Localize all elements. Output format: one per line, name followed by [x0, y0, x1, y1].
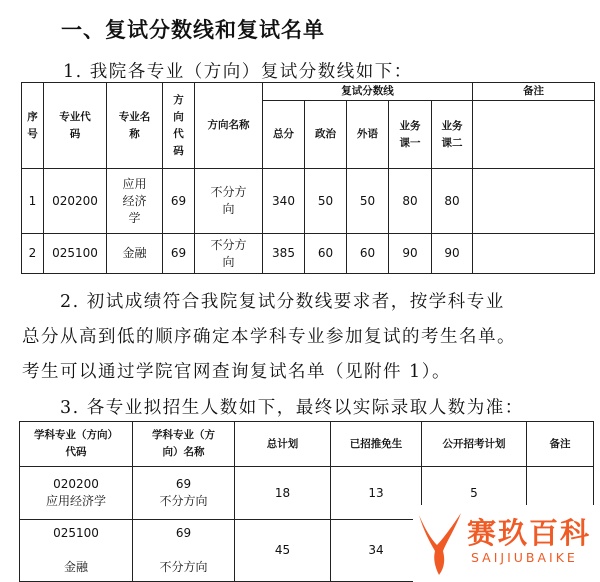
watermark-text-en: SAIJIUBAIKE	[471, 550, 578, 565]
cell-total: 340	[263, 169, 305, 234]
header-remark-blank	[473, 101, 595, 169]
cell-total: 385	[263, 234, 305, 274]
cell-major-code: 020200 应用经济学	[20, 467, 133, 520]
header-major-name: 专业名 称	[107, 83, 163, 169]
cell-direction-code: 69	[163, 169, 195, 234]
retest-score-table	[21, 82, 595, 274]
watermark-text-cn: 赛玖百科	[467, 516, 592, 550]
cell-remark	[473, 234, 595, 274]
cell-foreign: 50	[347, 169, 389, 234]
header-major-name: 学科专业（方 向）名称	[133, 422, 235, 467]
cell-exempt: 34	[331, 520, 422, 582]
cell-politics: 50	[305, 169, 347, 234]
header-direction-name: 方向名称	[195, 83, 263, 169]
header-exempt: 已招推免生	[331, 422, 422, 467]
table-row	[22, 234, 595, 274]
watermark-logo	[413, 505, 600, 582]
cell-direction-code: 69	[163, 234, 195, 274]
paragraph-3: 3. 各专业拟招生人数如下，最终以实际录取人数为准：	[60, 398, 524, 418]
table-row	[22, 169, 595, 234]
cell-politics: 60	[305, 234, 347, 274]
paragraph-1: 1. 我院各专业（方向）复试分数线如下：	[63, 62, 413, 82]
header-major-code: 专业代 码	[44, 83, 107, 169]
cell-course-2: 90	[432, 234, 473, 274]
fish-tail-icon	[415, 507, 465, 579]
cell-major-code: 020200	[44, 169, 107, 234]
cell-major-name: 应用 经济 学	[107, 169, 163, 234]
header-foreign: 外语	[347, 101, 389, 169]
cell-major-code: 025100	[44, 234, 107, 274]
cell-major-name: 69 不分方向	[133, 520, 235, 582]
cell-major-code: 025100 金融	[20, 520, 133, 582]
section-heading: 一、复试分数线和复试名单	[61, 18, 325, 42]
header-total: 总分	[263, 101, 305, 169]
paragraph-2-line-2: 总分从高到低的顺序确定本学科专业参加复试的考生名单。	[22, 327, 516, 347]
cell-foreign: 60	[347, 234, 389, 274]
header-course-2: 业务 课二	[432, 101, 473, 169]
cell-course-1: 80	[389, 169, 432, 234]
header-remark: 备注	[527, 422, 594, 467]
cell-direction-name: 不分方 向	[195, 234, 263, 274]
cell-course-2: 80	[432, 169, 473, 234]
cell-open-plan: 5	[422, 467, 527, 520]
cell-major-name: 69 不分方向	[133, 467, 235, 520]
header-direction-code: 方 向 代 码	[163, 83, 195, 169]
cell-direction-name: 不分方 向	[195, 169, 263, 234]
header-remark: 备注	[473, 83, 595, 101]
paragraph-2-line-3: 考生可以通过学院官网查询复试名单（见附件 1）。	[22, 362, 451, 382]
cell-seq: 2	[22, 234, 44, 274]
header-seq: 序 号	[22, 83, 44, 169]
paragraph-2-line-1: 2. 初试成绩符合我院复试分数线要求者，按学科专业	[60, 292, 505, 312]
cell-total-plan: 18	[235, 467, 331, 520]
header-total-plan: 总计划	[235, 422, 331, 467]
cell-remark	[473, 169, 595, 234]
header-open-plan: 公开招考计划	[422, 422, 527, 467]
header-score-line: 复试分数线	[263, 83, 473, 101]
header-major-code: 学科专业（方向） 代码	[20, 422, 133, 467]
header-politics: 政治	[305, 101, 347, 169]
cell-seq: 1	[22, 169, 44, 234]
cell-course-1: 90	[389, 234, 432, 274]
cell-major-name: 金融	[107, 234, 163, 274]
header-course-1: 业务 课一	[389, 101, 432, 169]
cell-total-plan: 45	[235, 520, 331, 582]
cell-exempt: 13	[331, 467, 422, 520]
